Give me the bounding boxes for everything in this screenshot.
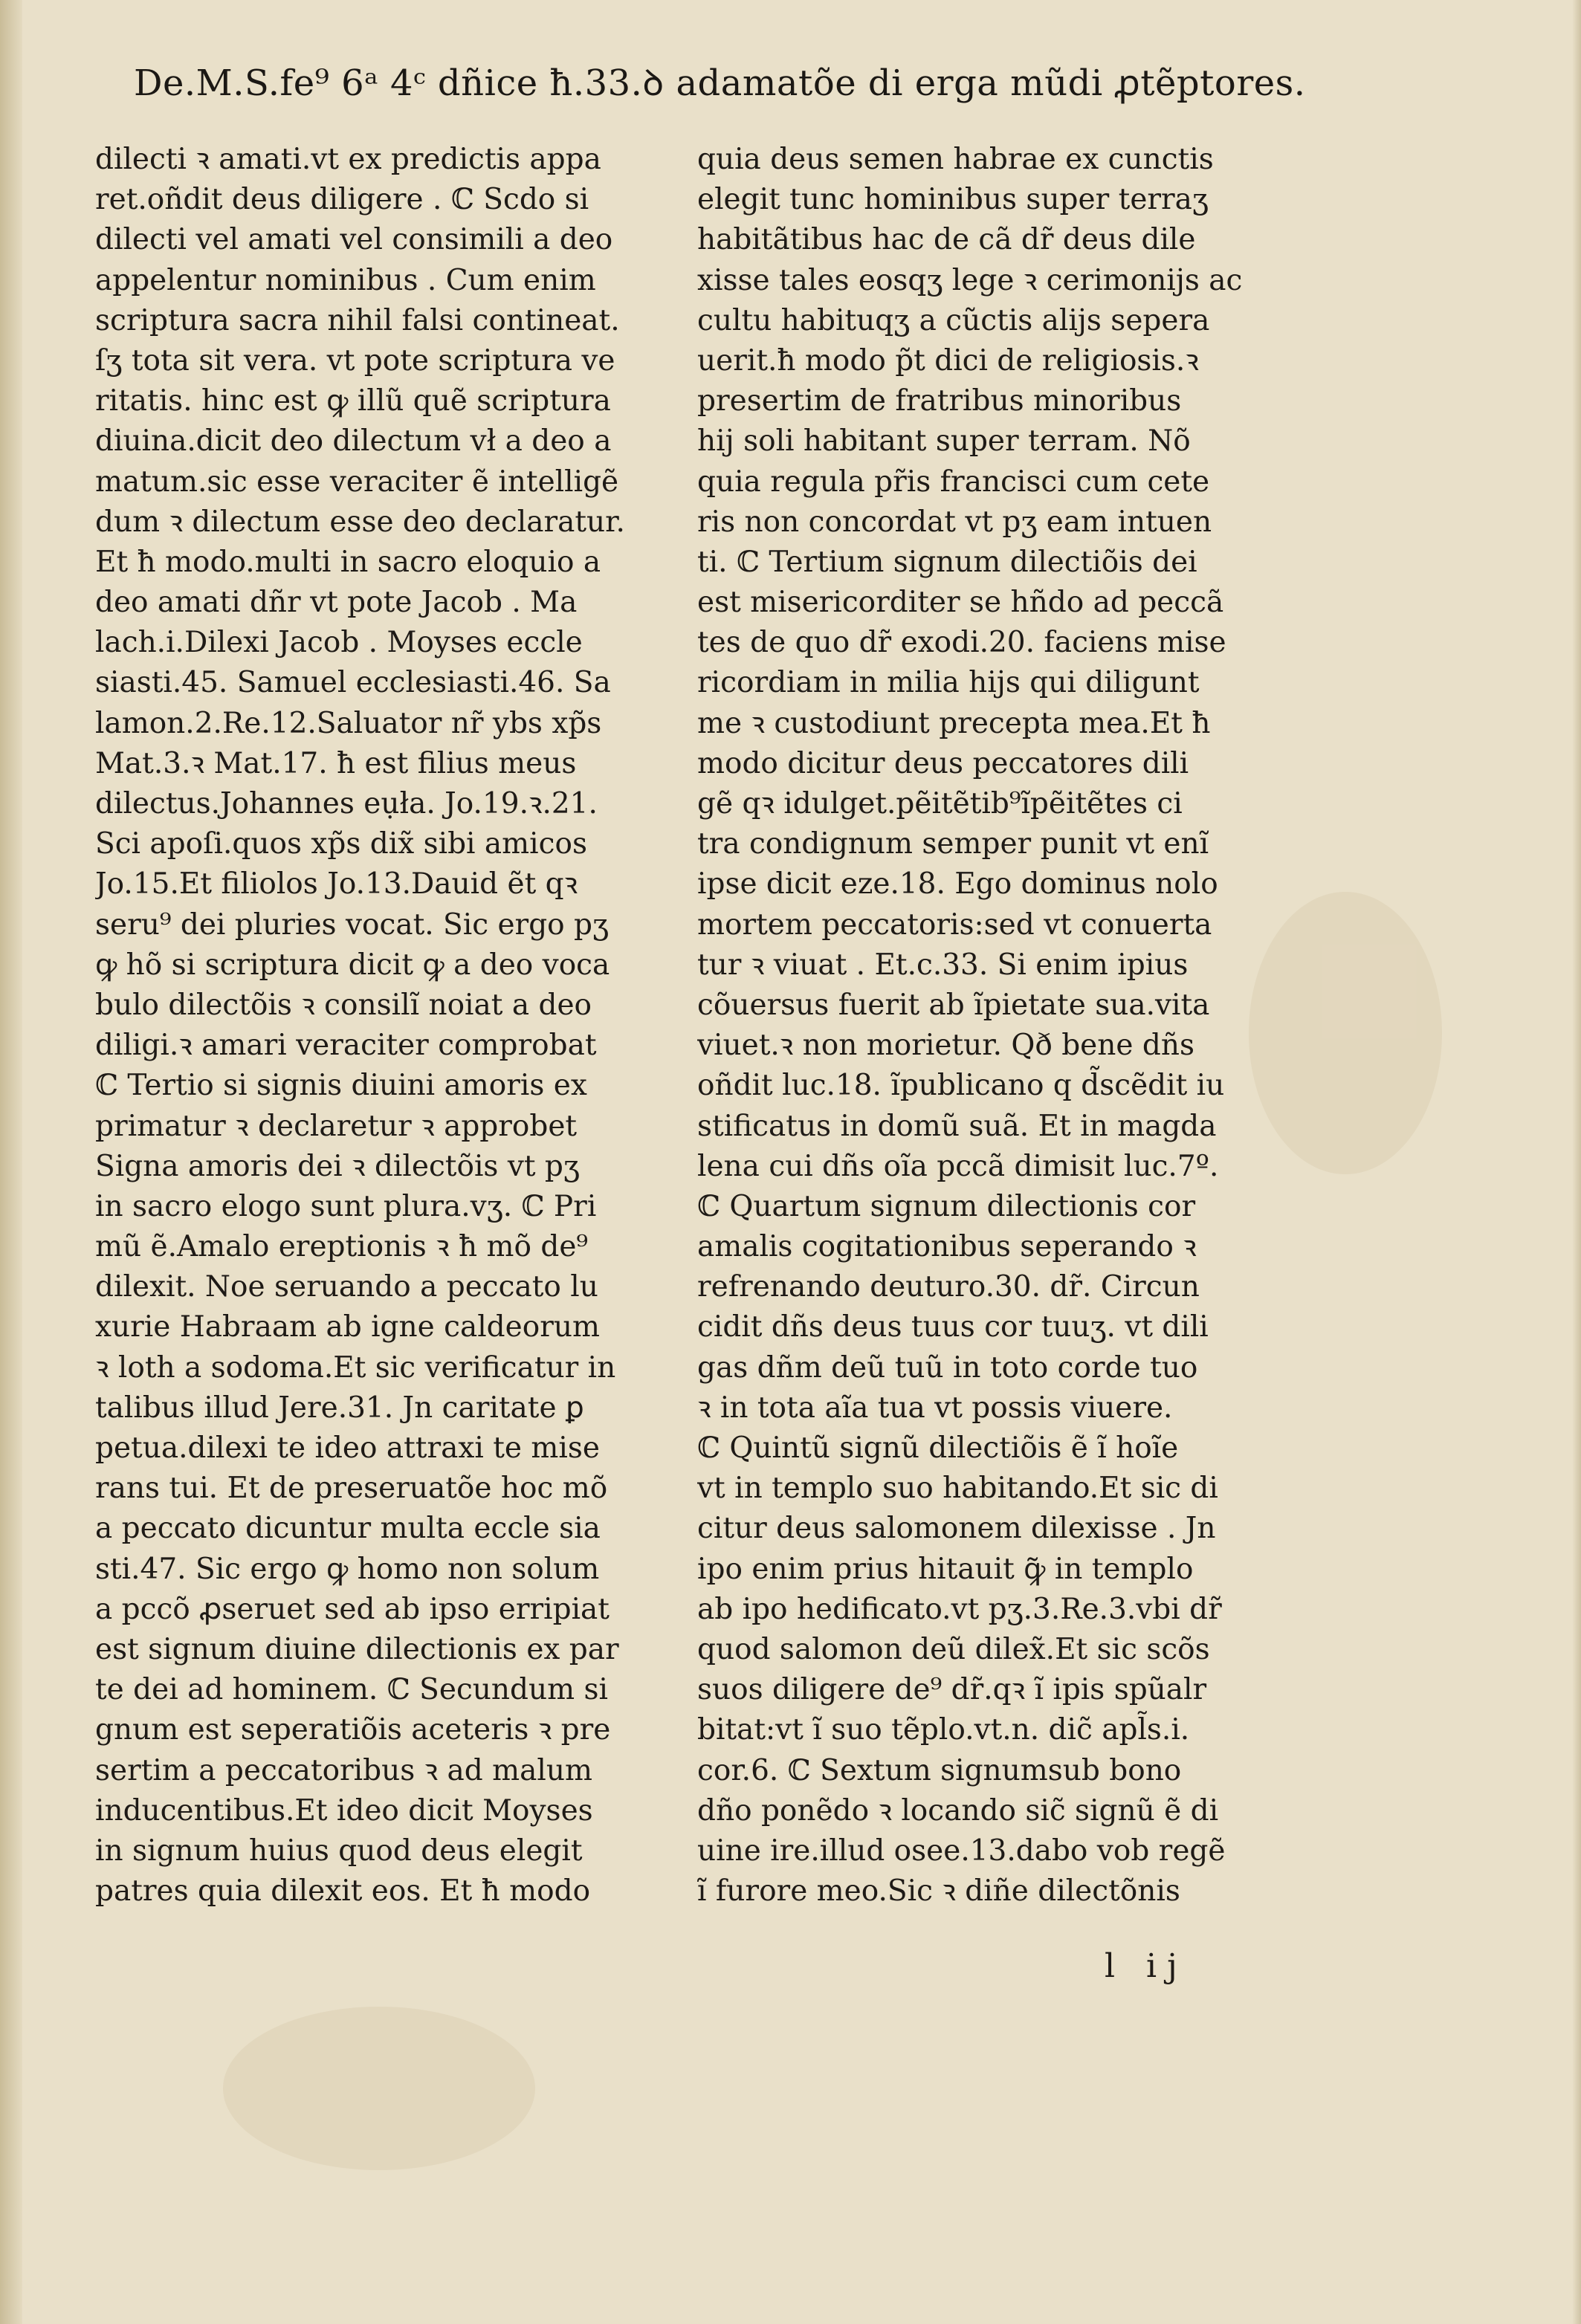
text-line: quod salomon deũ dilex̃.Et sic scõs	[697, 1632, 1210, 1666]
text-line: Sci apoſi.quos xp̃s dix̃ sibi amicos	[95, 827, 587, 861]
text-line: Signa amoris dei ꝛ dilectõis vt pʒ	[95, 1149, 580, 1183]
text-line: cõuersus fuerit ab ĩpietate sua.vita	[697, 988, 1210, 1022]
text-line: mũ ẽ.Amalo ereptionis ꝛ ħ mõ de⁹	[95, 1230, 589, 1264]
text-line: est misericorditer se hñdo ad peccã	[697, 586, 1224, 620]
signature-mark: l ij	[1105, 1947, 1188, 1985]
text-line: viuet.ꝛ non morietur. Qð bene dñs	[697, 1029, 1194, 1063]
text-line: a peccato dicuntur multa eccle sia	[95, 1512, 601, 1546]
text-line: rans tui. Et de preseruatõe hoc mõ	[95, 1472, 608, 1506]
running-headline: De.M.S.fe⁹ 6ᵃ 4ᶜ dñice ħ.33.ꝺ adamatõe di erga mũdi ꝓtẽptores.	[134, 62, 1306, 104]
binding-edge	[0, 0, 22, 2324]
text-line: talibus illud Jere.31. Jn caritate ꝑ	[95, 1391, 584, 1425]
text-line: xurie Habraam ab igne caldeorum	[95, 1310, 600, 1344]
text-line: cidit dñs deus tuus cor tuuʒ. vt dili	[697, 1310, 1209, 1344]
text-line: Mat.3.ꝛ Mat.17. ħ est filius meus	[95, 746, 577, 780]
text-line: dilecti ꝛ amati.vt ex predictis appa	[95, 143, 601, 176]
text-line: lach.i.Dilexi Jacob . Moyses eccle	[95, 626, 583, 660]
text-line: stificatus in domũ suã. Et in magda	[697, 1109, 1217, 1143]
text-line: dilecti vel amati vel consimili a deo	[95, 223, 613, 257]
text-line: sti.47. Sic ergo ꝙ homo non solum	[95, 1552, 600, 1586]
text-line: deo amati dñr vt pote Jacob . Ma	[95, 586, 578, 620]
text-line: ĩ furore meo.Sic ꝛ diñe dilectõnis	[697, 1874, 1180, 1909]
text-line: dilexit. Noe seruando a peccato lu	[95, 1270, 598, 1304]
text-line: ꝛ loth a sodoma.Et sic verificatur in	[95, 1350, 616, 1385]
text-line: presertim de fratribus minoribus	[697, 384, 1182, 418]
text-line: refrenando deuturo.30. dr̃. Circun	[697, 1270, 1200, 1304]
text-line: ℂ Quartum signum dilectionis cor	[697, 1189, 1196, 1223]
text-line: patres quia dilexit eos. Et ħ modo	[95, 1874, 591, 1909]
text-line: lena cui dñs oĩa pccã dimisit luc.7º.	[697, 1149, 1219, 1183]
left-text-column	[95, 140, 682, 1912]
text-line: cultu habituqʒ a cũctis alijs sepera	[697, 303, 1210, 337]
text-line: ℂ Quintũ signũ dilectiõis ẽ ĩ hoĩe	[697, 1431, 1179, 1465]
text-line: in signum huius quod deus elegit	[95, 1833, 583, 1868]
text-line: scriptura sacra nihil falsi contineat.	[95, 303, 620, 337]
text-line: ris non concordat vt pʒ eam intuen	[697, 505, 1212, 539]
text-line: Jo.15.Et filiolos Jo.13.Dauid ẽt qꝛ	[95, 867, 578, 902]
text-line: ricordiam in milia hijs qui diligunt	[697, 666, 1200, 700]
text-line: habitãtibus hac de cã dr̃ deus dile	[697, 223, 1196, 257]
text-line: dum ꝛ dilectum esse deo declaratur.	[95, 505, 625, 539]
text-line: Et ħ modo.multi in sacro eloquio a	[95, 545, 601, 579]
text-line: ti. ℂ Tertium signum dilectiõis dei	[697, 545, 1197, 579]
text-line: elegit tunc hominibus super terraʒ	[697, 183, 1209, 217]
text-line: diligi.ꝛ amari veraciter comprobat	[95, 1029, 597, 1063]
text-line: vt in templo suo habitando.Et sic di	[697, 1472, 1218, 1506]
text-line: ꝛ in tota aĩa tua vt possis viuere.	[697, 1391, 1173, 1425]
right-text-column	[697, 140, 1299, 1912]
text-line: ꝙ hõ si scriptura dicit ꝙ a deo voca	[95, 948, 610, 982]
text-line: ipse dicit eze.18. Ego dominus nolo	[697, 867, 1218, 902]
text-line: mortem peccatoris:sed vt conuerta	[697, 907, 1212, 942]
text-line: citur deus salomonem dilexisse . Jn	[697, 1512, 1216, 1546]
text-line: hij soli habitant super terram. Nõ	[697, 424, 1191, 459]
text-line: xisse tales eosqʒ lege ꝛ cerimonijs ac	[697, 263, 1243, 297]
text-line: ſʒ tota sit vera. vt pote scriptura ve	[95, 343, 615, 378]
text-line: a pccõ ꝓseruet sed ab ipso erripiat	[95, 1592, 610, 1626]
text-line: seru⁹ dei pluries vocat. Sic ergo pʒ	[95, 907, 610, 942]
text-line: oñdit luc.18. ĩpublicano q d̃scẽdit iu	[697, 1069, 1225, 1103]
text-line: tes de quo dr̃ exodi.20. faciens mise	[697, 626, 1226, 660]
text-line: gẽ qꝛ idulget.pẽitẽtib⁹ĩpẽitẽtes ci	[697, 787, 1183, 820]
paper-stain	[223, 2007, 535, 2170]
text-line: cor.6. ℂ Sextum signumsub bono	[697, 1753, 1182, 1787]
text-line: amalis cogitationibus seperando ꝛ	[697, 1230, 1197, 1264]
text-line: bitat:vt ĩ suo tẽplo.vt.n. dic̃ apl̃s.i.	[697, 1713, 1190, 1747]
text-line: diuina.dicit deo dilectum vł a deo a	[95, 424, 612, 459]
text-line: primatur ꝛ declaretur ꝛ approbet	[95, 1109, 578, 1143]
text-line: gas dñm deũ tuũ in toto corde tuo	[697, 1350, 1198, 1385]
text-line: bulo dilectõis ꝛ consilĩ noiat a deo	[95, 988, 592, 1022]
text-line: me ꝛ custodiunt precepta mea.Et ħ	[697, 706, 1211, 740]
text-line: gnum est seperatiõis aceteris ꝛ pre	[95, 1713, 611, 1747]
text-line: ab ipo hedificato.vt pʒ.3.Re.3.vbi dr̃	[697, 1592, 1222, 1626]
text-line: dño ponẽdo ꝛ locando sic̃ signũ ẽ di	[697, 1793, 1219, 1828]
text-line: inducentibus.Et ideo dicit Moyses	[95, 1793, 593, 1828]
text-line: ret.oñdit deus diligere . ℂ Scdo si	[95, 183, 589, 217]
text-line: te dei ad hominem. ℂ Secundum si	[95, 1673, 608, 1707]
text-line: sertim a peccatoribus ꝛ ad malum	[95, 1753, 592, 1787]
text-line: suos diligere de⁹ dr̃.qꝛ ĩ ipis spũalr	[697, 1673, 1207, 1707]
text-line: modo dicitur deus peccatores dili	[697, 746, 1189, 780]
text-line: tur ꝛ viuat . Et.c.33. Si enim ipius	[697, 948, 1189, 982]
fore-edge	[1572, 0, 1581, 2324]
text-line: est signum diuine dilectionis ex par	[95, 1632, 619, 1666]
text-line: appelentur nominibus . Cum enim	[95, 263, 596, 297]
text-line: ritatis. hinc est ꝙ illũ quẽ scriptura	[95, 384, 611, 418]
text-line: ℂ Tertio si signis diuini amoris ex	[95, 1069, 587, 1103]
text-line: quia regula pr̃is francisci cum cete	[697, 465, 1210, 499]
text-line: dilectus.Johannes eụła. Jo.19.ꝛ.21.	[95, 787, 598, 820]
text-line: uine ire.illud osee.13.dabo vob regẽ	[697, 1833, 1226, 1868]
text-line: uerit.ħ modo p̃t dici de religiosis.ꝛ	[697, 343, 1199, 378]
text-line: in sacro elogo sunt plura.vʒ. ℂ Pri	[95, 1189, 597, 1223]
text-line: siasti.45. Samuel ecclesiasti.46. Sa	[95, 666, 611, 700]
text-line: petua.dilexi te ideo attraxi te mise	[95, 1431, 600, 1465]
text-line: matum.sic esse veraciter ẽ intelligẽ	[95, 465, 619, 499]
text-line: quia deus semen habrae ex cunctis	[697, 143, 1214, 176]
text-line: tra condignum semper punit vt enĩ	[697, 827, 1209, 861]
text-line: ipo enim prius hitauit ꝙ̃ in templo	[697, 1552, 1194, 1586]
text-line: lamon.2.Re.12.Saluator nr̃ ybs xp̃s	[95, 706, 602, 740]
